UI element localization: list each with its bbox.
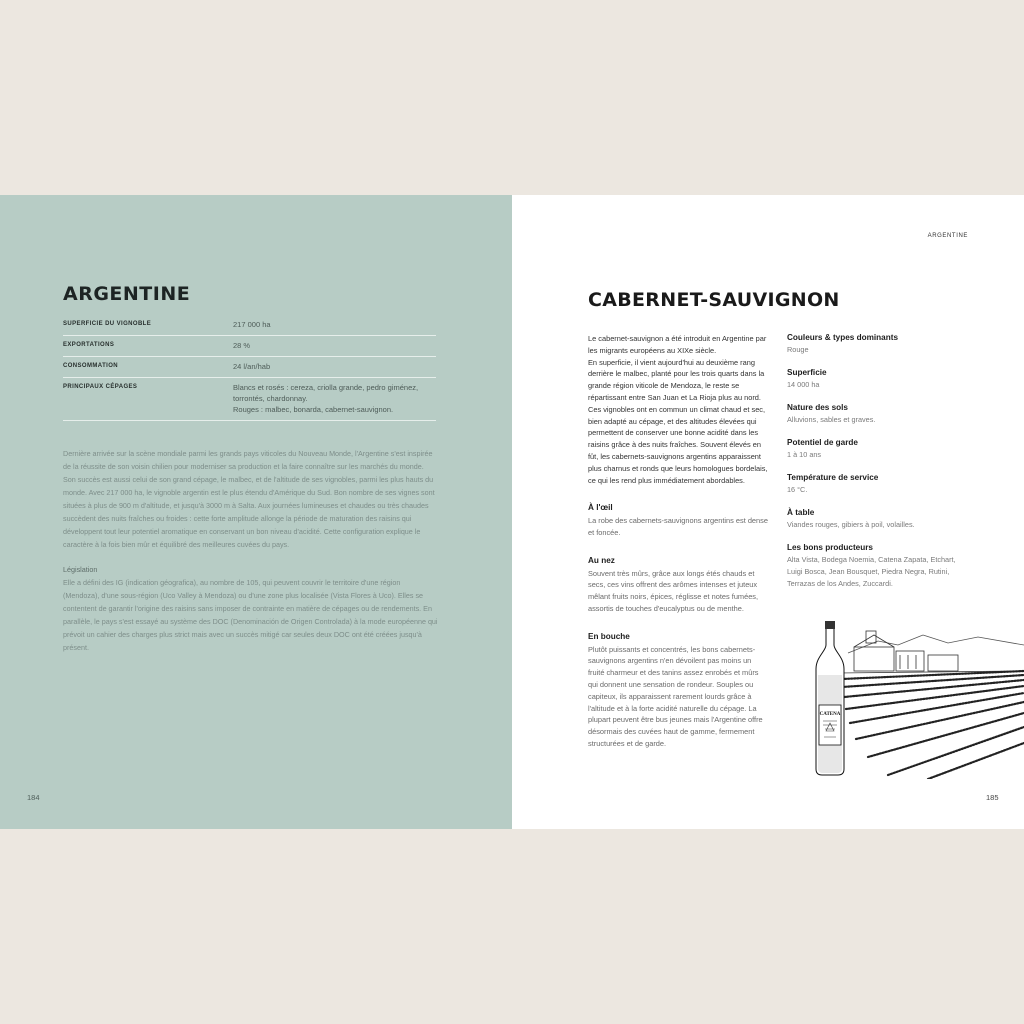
legislation-heading: Législation xyxy=(63,565,98,574)
left-page xyxy=(0,195,512,829)
spec-item xyxy=(787,542,972,590)
page-number-left: 184 xyxy=(27,793,40,802)
section-text-nose: Souvent très mûrs, grâce aux longs étés chauds et secs, ces vins offrent des arômes intenses et juteux mêlant fruits noirs, épices, réglisse et notes fumées, assortis de touches d'eucalyptus ou de menthe. xyxy=(588,568,759,613)
spec-item xyxy=(787,367,972,391)
spec-item xyxy=(787,402,972,426)
spec-value: 16 °C. xyxy=(787,485,808,494)
spec-item xyxy=(787,437,972,461)
bottle-label-text: CATENA xyxy=(819,712,841,717)
fact-label: SUPERFICIE DU VIGNOBLE xyxy=(63,315,233,336)
fact-label: EXPORTATIONS xyxy=(63,336,233,357)
section-heading-palate: En bouche xyxy=(588,631,630,641)
spec-value: Alta Vista, Bodega Noemia, Catena Zapata, Etchart, Luigi Bosca, Jean Bousquet, Piedra Negra, Rutini, Terrazas de los Andes, Zuccardi. xyxy=(787,555,956,588)
spec-value: 1 à 10 ans xyxy=(787,450,822,459)
spec-value: Rouge xyxy=(787,345,809,354)
tasting-column xyxy=(588,333,768,750)
fact-label: PRINCIPAUX CÉPAGES xyxy=(63,378,233,421)
section-text-eye: La robe des cabernets-sauvignons argentins est dense et foncée. xyxy=(588,516,768,537)
fact-label: CONSOMMATION xyxy=(63,357,233,378)
spec-label: Nature des sols xyxy=(787,403,848,412)
spec-item xyxy=(787,472,972,496)
spec-item xyxy=(787,507,972,531)
spec-label: Les bons producteurs xyxy=(787,543,873,552)
fact-row xyxy=(63,315,436,336)
spec-item xyxy=(787,332,972,356)
intro-paragraph: Dernière arrivée sur la scène mondiale parmi les grands pays viticoles du Nouveau Monde, l'Argentine s'est inspirée de la réussite de son voisin chilien pour moderniser sa production et la faire connaître sur les marchés du monde. Son succès est aussi celui de son grand cépage, le malbec, et de l'altitude de ses vignobles, parmi les plus hauts du monde. Avec 217 000 ha, le vignoble argentin est le plus étendu d'Amérique du Sud. Bon nombre de ses vignes sont situées à plus de 900 m d'altitude, et jusqu'à 3000 m à Salta. Aux journées lumineuses et chaudes ou très chaudes succèdent des nuits fraîches ou froides : cette forte amplitude allonge la période de maturation des raisins qui développent tout leur potentiel aromatique en conservant un bon niveau d'acidité. Cette configuration explique le caractère à la fois bien mûr et équilibré des meilleures cuvées du pays. xyxy=(63,449,435,549)
running-head: ARGENTINE xyxy=(927,233,968,239)
spec-value: 14 000 ha xyxy=(787,380,820,389)
country-body-text xyxy=(63,447,438,654)
spec-value: Viandes rouges, gibiers à poil, volailles. xyxy=(787,520,915,529)
fact-row xyxy=(63,378,436,421)
page-number-right: 185 xyxy=(986,793,999,802)
fact-value: Blancs et rosés : cereza, criolla grande, pedro giménez, torrontés, chardonnay. Rouges : malbec, bonarda, cabernet-sauvignon. xyxy=(233,378,436,421)
book-spread xyxy=(0,195,1024,829)
wine-bottle-icon xyxy=(816,621,844,775)
vineyard-bottle-illustration xyxy=(788,619,1024,779)
spec-label: Température de service xyxy=(787,473,879,482)
fact-row xyxy=(63,336,436,357)
country-title: ARGENTINE xyxy=(63,283,191,305)
fact-row xyxy=(63,357,436,378)
spec-label: Couleurs & types dominants xyxy=(787,333,899,342)
country-facts-table xyxy=(63,315,436,421)
grape-title: CABERNET-SAUVIGNON xyxy=(588,289,840,311)
spec-label: Superficie xyxy=(787,368,827,377)
specs-column xyxy=(787,332,972,601)
section-heading-eye: À l'œil xyxy=(588,503,613,513)
grape-intro: Le cabernet-sauvignon a été introduit en Argentine par les migrants européens au XIXe siècle. En superficie, il vient aujourd'hui au deuxième rang derrière le malbec, planté pour les trois quarts dans la grande région viticole de Mendoza, le reste se répartissant entre San Juan et La Rioja plus au nord. Ces vignobles ont en commun un climat chaud et sec, bien adapté au cépage, et des altitudes élevées qui permettent de conserver une bonne acidité dans les raisins grâce à des nuits fraîches. Souvent élevés en fût, les cabernets-sauvignons argentins apparaissent plus charnus et ronds que leurs homologues bordelais, ce qui les rend plus immédiatement abordables. xyxy=(588,334,768,485)
spec-value: Alluvions, sables et graves. xyxy=(787,415,876,424)
section-text-palate: Plutôt puissants et concentrés, les bons cabernets-sauvignons argentins n'en dévoilent pas moins un fruité charmeur et des tanins assez enrobés et mûrs qui donnent une sensation de rondeur. Souples ou capiteux, ils apparaissent rarement lourds grâce à l'altitude et à la forte acidité naturelle du cépage. La plupart peuvent être bus jeunes mais l'Argentine offre désormais des cuvées haut de gamme, fermement structurées et de garde. xyxy=(588,644,763,748)
fact-value: 24 l/an/hab xyxy=(233,357,436,378)
section-heading-nose: Au nez xyxy=(588,555,615,565)
fact-value: 217 000 ha xyxy=(233,315,436,336)
spec-label: À table xyxy=(787,508,815,517)
spec-label: Potentiel de garde xyxy=(787,438,858,447)
legislation-paragraph: Elle a défini des IG (indication géografica), au nombre de 105, qui peuvent couvrir le territoire d'une région (Mendoza), d'une sous-région (Uco Valley à Mendoza) ou d'une zone plus localisée (Vista Flores à Uco). Elles se contentent de garantir l'origine des raisins sans imposer de contrainte en matière de cépages ou de rendements. En parallèle, le pays s'est essayé au système des DOC (Denominación de Origen Controlada) à la mode européenne qui prévoit un cahier des charges plus strict mais avec un succès mitigé car seules deux DOC ont été créées jusqu'à présent. xyxy=(63,578,438,652)
fact-value: 28 % xyxy=(233,336,436,357)
right-page xyxy=(512,195,1024,829)
